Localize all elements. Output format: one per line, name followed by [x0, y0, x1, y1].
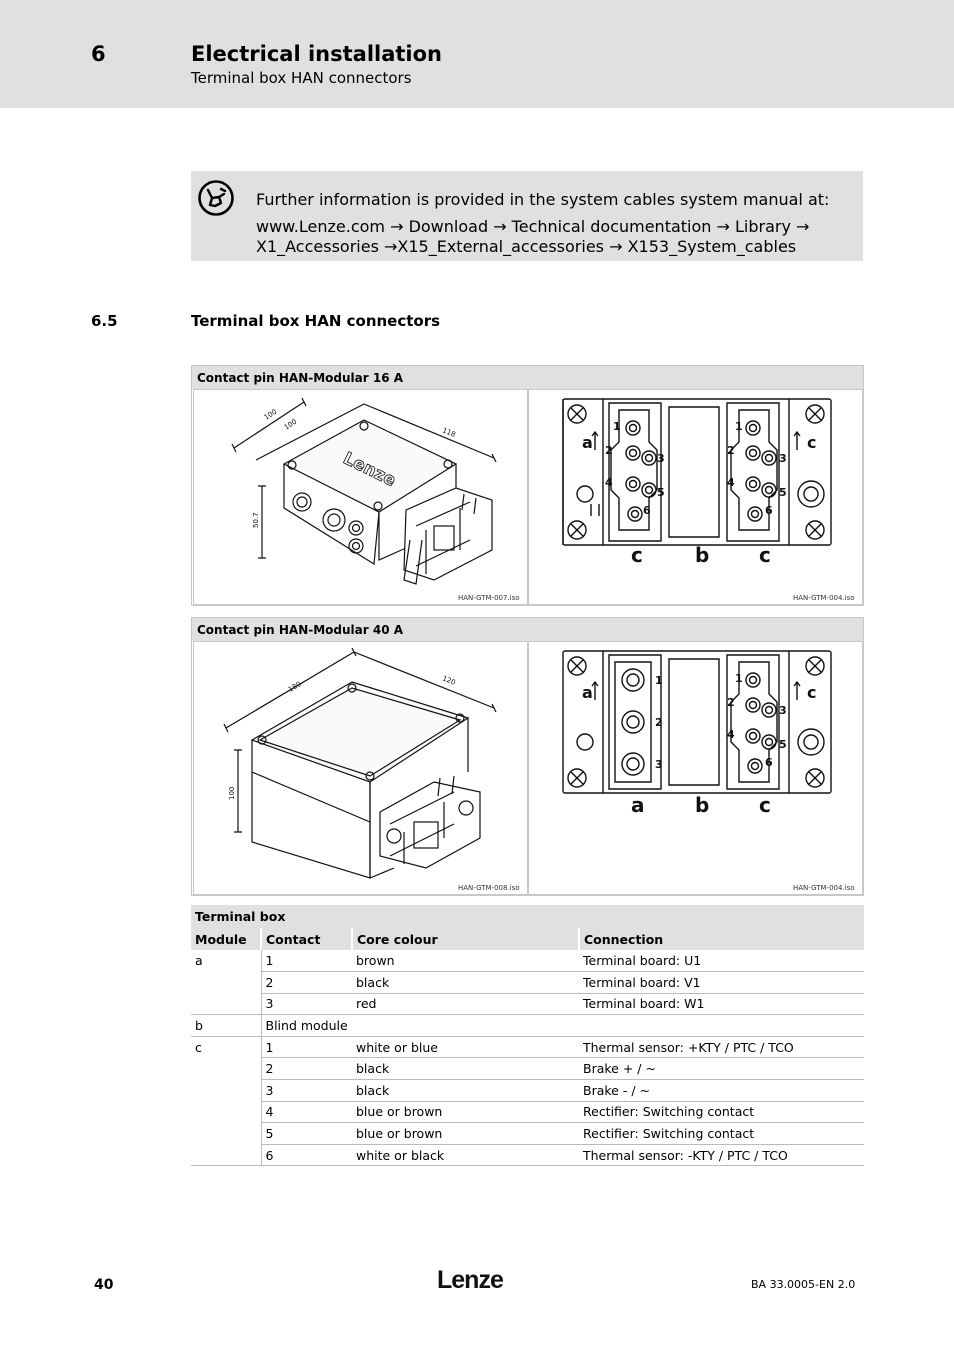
pin-number: 5 [779, 738, 787, 751]
terminal-box-drawing-16a [193, 389, 528, 605]
table-title: Terminal box [191, 905, 864, 928]
terminal-box-illustration [194, 642, 527, 894]
pin-layout-diagram [529, 642, 862, 894]
dim-label: 50.7 [252, 512, 260, 528]
column-header: Connection [579, 928, 864, 950]
table-row [191, 950, 864, 972]
chapter-number: 6 [91, 42, 106, 66]
contact-cell: 4 [261, 1101, 352, 1123]
table-row [191, 993, 864, 1015]
contact-cell: 5 [261, 1123, 352, 1145]
table-row [191, 1036, 864, 1058]
dim-label: 120 [441, 674, 457, 687]
chapter-title: Electrical installation [191, 42, 442, 66]
pin-number: 1 [735, 420, 743, 433]
table-row [191, 1080, 864, 1102]
column-header: Contact [261, 928, 352, 950]
core-colour-cell: blue or brown [352, 1101, 579, 1123]
terminal-box-illustration [194, 390, 527, 604]
pin-number: 3 [779, 452, 787, 465]
column-header: Core colour [352, 928, 579, 950]
core-colour-cell: black [352, 1080, 579, 1102]
module-label-bottom: c [759, 793, 771, 817]
module-label-bottom: c [759, 543, 771, 567]
pin-number: 2 [655, 716, 663, 729]
pin-number: 2 [605, 444, 613, 457]
module-label-c: c [807, 683, 817, 702]
contact-cell: 1 [261, 950, 352, 972]
core-colour-cell: black [352, 1058, 579, 1080]
contact-cell: 3 [261, 993, 352, 1015]
pin-number: 5 [657, 486, 665, 499]
table-row [191, 1144, 864, 1166]
connection-cell: Terminal board: V1 [579, 972, 864, 994]
table-row [191, 1058, 864, 1080]
core-colour-cell: brown [352, 950, 579, 972]
figure-han-40a [191, 617, 864, 896]
pin-number: 2 [727, 444, 735, 457]
pin-number: 6 [765, 756, 773, 769]
pin-number: 1 [655, 674, 663, 687]
pin-number: 3 [779, 704, 787, 717]
chapter-subtitle: Terminal box HAN connectors [191, 69, 412, 87]
core-colour-cell: black [352, 972, 579, 994]
figure-han-16a [191, 365, 864, 606]
pin-layout-diagram [529, 390, 862, 604]
contact-cell: Blind module [261, 1015, 864, 1037]
module-cell: a [191, 950, 261, 1015]
hand-pointing-icon [197, 179, 235, 217]
module-label-bottom: c [631, 543, 643, 567]
module-cell: c [191, 1036, 261, 1166]
figure-caption: HAN-GTM-008.iso [458, 884, 520, 892]
pin-number: 1 [613, 420, 621, 433]
dim-label: 100 [228, 786, 236, 800]
box-logo-lenze: Lenze [339, 448, 399, 491]
module-cell: b [191, 1015, 261, 1037]
lenze-logo [436, 1264, 516, 1294]
figure-caption: HAN-GTM-004.iso [793, 594, 855, 602]
core-colour-cell: blue or brown [352, 1123, 579, 1145]
pin-number: 4 [605, 476, 613, 489]
module-label-a: a [582, 683, 593, 702]
pin-number: 4 [727, 728, 735, 741]
document-id: BA 33.0005-EN 2.0 [751, 1278, 856, 1291]
dim-label: 180 [287, 680, 303, 694]
pin-number: 2 [727, 696, 735, 709]
connection-cell: Rectifier: Switching contact [579, 1101, 864, 1123]
core-colour-cell: red [352, 993, 579, 1015]
module-label-bottom: b [695, 793, 710, 817]
figure-caption: HAN-GTM-004.iso [793, 884, 855, 892]
table-row [191, 1015, 864, 1037]
section-title: Terminal box HAN connectors [191, 312, 441, 330]
pin-number: 5 [779, 486, 787, 499]
dim-label: 118 [441, 426, 457, 439]
contact-cell: 2 [261, 972, 352, 994]
chapter-header [0, 0, 954, 108]
note-link-path[interactable]: X1_Accessories →X15_External_accessories → X153_System_cables [256, 237, 797, 256]
core-colour-cell: white or blue [352, 1036, 579, 1058]
module-label-a: a [582, 433, 593, 452]
dim-label: 100 [262, 407, 279, 422]
note-text-line: Further information is provided in the system cables system manual at: [256, 190, 830, 209]
table-row [191, 1101, 864, 1123]
figure-caption: HAN-GTM-007.iso [458, 594, 520, 602]
pin-number: 6 [765, 504, 773, 517]
pin-number: 4 [727, 476, 735, 489]
connection-cell: Brake + / ~ [579, 1058, 864, 1080]
connection-cell: Terminal board: W1 [579, 993, 864, 1015]
module-label-bottom: b [695, 543, 710, 567]
info-note [191, 171, 863, 261]
contact-cell: 3 [261, 1080, 352, 1102]
terminal-box-drawing-40a [193, 641, 528, 895]
terminal-box-table [191, 905, 864, 1166]
logo-text: Lenze [437, 1266, 503, 1294]
contact-cell: 6 [261, 1144, 352, 1166]
figure-heading: Contact pin HAN-Modular 16 A [192, 366, 863, 389]
section-number: 6.5 [91, 312, 118, 330]
pin-number: 3 [657, 452, 665, 465]
figure-heading: Contact pin HAN-Modular 40 A [192, 618, 863, 641]
connection-cell: Terminal board: U1 [579, 950, 864, 972]
connection-cell: Brake - / ~ [579, 1080, 864, 1102]
pin-layout-40a [528, 641, 863, 895]
connection-cell: Rectifier: Switching contact [579, 1123, 864, 1145]
contact-cell: 1 [261, 1036, 352, 1058]
connection-cell: Thermal sensor: -KTY / PTC / TCO [579, 1144, 864, 1166]
module-label-bottom: a [631, 793, 645, 817]
page-number: 40 [94, 1277, 114, 1293]
pin-number: 1 [735, 672, 743, 685]
table-row [191, 972, 864, 994]
pin-number: 3 [655, 758, 663, 771]
note-link-path[interactable]: www.Lenze.com → Download → Technical documentation → Library → [256, 217, 810, 236]
contact-cell: 2 [261, 1058, 352, 1080]
column-header: Module [191, 928, 261, 950]
pin-layout-16a [528, 389, 863, 605]
pin-number: 6 [643, 504, 651, 517]
dim-label: 100 [282, 417, 299, 432]
core-colour-cell: white or black [352, 1144, 579, 1166]
connection-cell: Thermal sensor: +KTY / PTC / TCO [579, 1036, 864, 1058]
module-label-c: c [807, 433, 817, 452]
table-row [191, 1123, 864, 1145]
